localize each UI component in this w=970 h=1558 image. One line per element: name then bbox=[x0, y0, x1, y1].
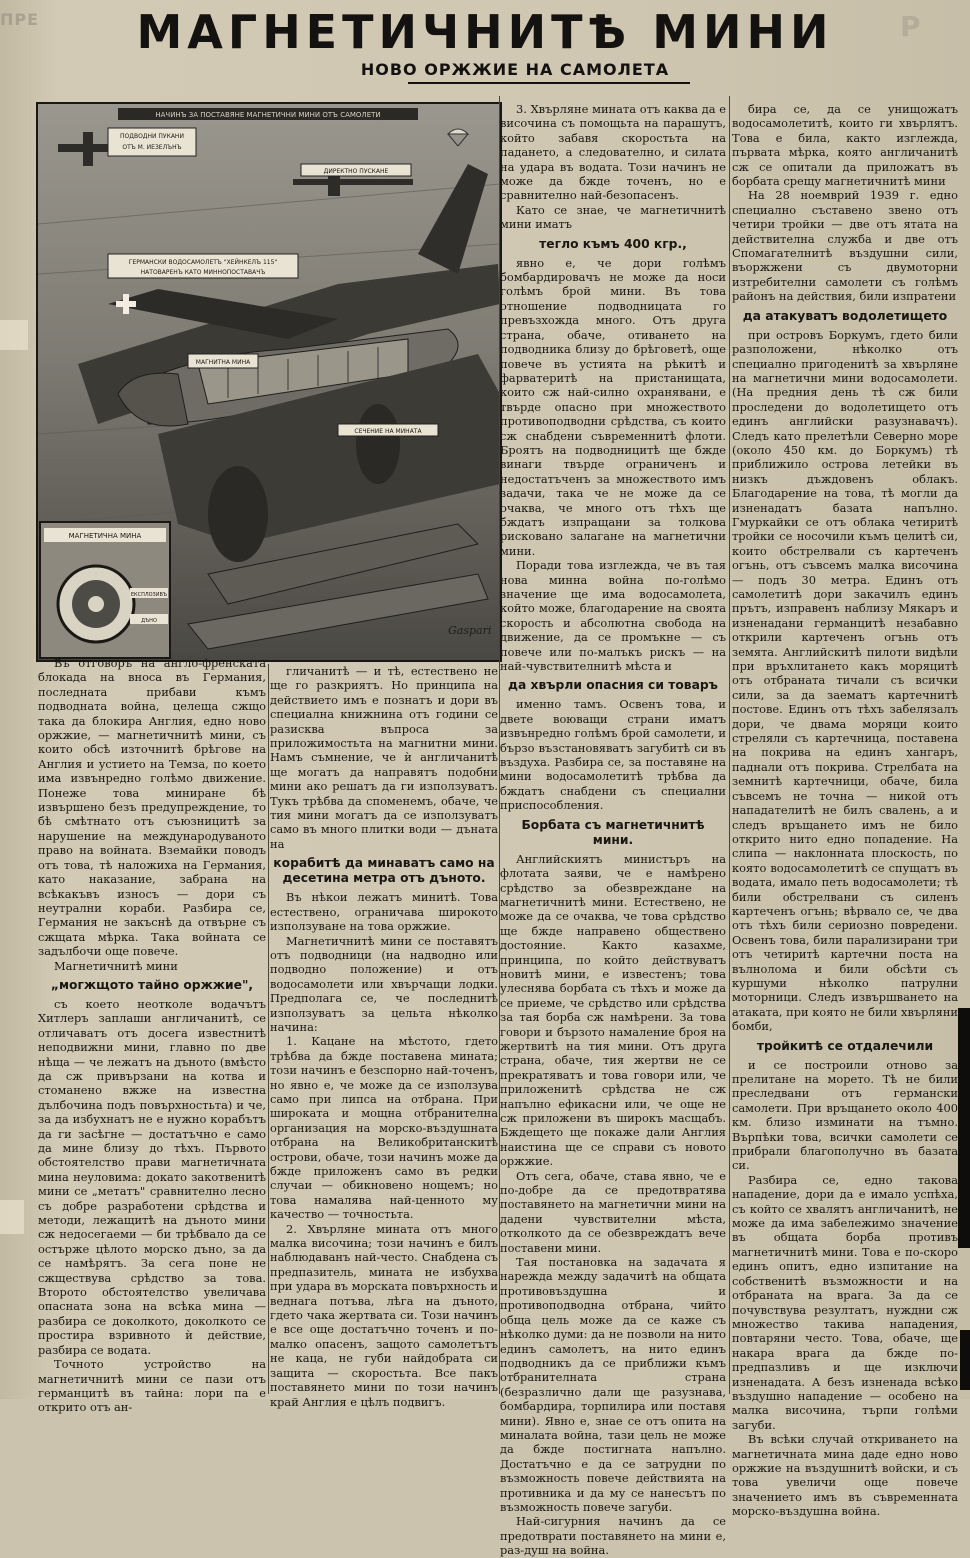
artist-signature: Gaspari bbox=[448, 624, 492, 637]
bleed-through-text-right: Р bbox=[900, 10, 921, 43]
label-direct-drop: ДИРЕКТНО ПУСКАНЕ bbox=[323, 168, 389, 175]
illustration-caption: НАЧИНЪ ЗА ПОСТАВЯНЕ МАГНЕТИЧНИ МИНИ ОТЪ САМОЛЕТИ bbox=[155, 111, 381, 119]
article-subheading: да атакуватъ водолетището bbox=[742, 308, 948, 323]
article-subheading: Борбата съ магнетичнитѣ мини. bbox=[521, 817, 705, 847]
article-paragraph: и се построили отново за прелитане на морето. Тѣ не били преследвани отъ германски самолети. При връщането около 400 км. близо изминати на тъмно. Върпѣки това, всички самолети се прибрали благополучно въ базата си. bbox=[732, 1057, 958, 1173]
article-subheading: „могжщото тайно оржжие", bbox=[50, 977, 254, 992]
article-paragraph: Тая постановка на задачата я нарежда между задачитѣ на общата противовъздушна и противоподводна отбрана, чийто обща цель може да се каже съ нѣколко думи: да не позволи на нито единъ самолетъ, на нито единъ подводникъ да се приближи къмъ отбранителната страна (безразлично дали ще разузнава, бомбардира, торпилира или поставя мини). Явно е, знае се отъ опита на миналата война, тази цель не може да бжде постигната напълно. Достатъчно е да се затрудни по възможность повече действията на противника и да му се нанесътъ по възможность повече загуби. bbox=[500, 1255, 726, 1514]
article-paragraph: Магнетичнитѣ мини bbox=[54, 958, 178, 973]
article-subheading: тегло къмъ 400 кгр., bbox=[539, 236, 687, 251]
paper-tape bbox=[0, 320, 28, 350]
article-paragraph: Английскиятъ министъръ на флотата заяви, че е намѣрено срѣдство за обезвреждане на магнетичнитѣ мини. Естествено, не може да се очаква, че това срѣдство ще бжде направено обществено достояние. Както казахме, принципа, по който действуватъ новитѣ мини, е известенъ; това улеснява борбата съ тѣхъ и може да се приеме, че срѣдство или срѣдства за тая борба сж намѣрени. За това говори и бързото намаление броя на жертвитѣ на тия мини. Отъ друга страна, обаче, тия жертви не се прекратяватъ и това говори или, че приложенитѣ срѣдства не сж напълно ефикасни или, че още не сж приложени въ широкъ масщабъ. Бждещето ще покаже дали Англия наистина ще се справи съ новото оржжие. bbox=[500, 851, 726, 1169]
article-paragraph: На 28 ноемврий 1939 г. едно специално съставено звено отъ четири тройки — две отъ ятата на действителна служба и две отъ Спомагателнитѣ въздушни сили, въоржжени съ двумоторни изтребителни самолети съ голѣмъ районъ на действия, били изпратени bbox=[732, 188, 958, 304]
svg-text:ЕКСПЛОЗИВЪ: ЕКСПЛОЗИВЪ bbox=[130, 592, 168, 598]
article-paragraph: Магнетичнитѣ мини се поставятъ отъ подводници (на надводно или подводно положение) и отъ водосамолети или хвърчащи лодки. Предполага се, че последнитѣ използуватъ за цельта нѣколко начина: bbox=[270, 933, 498, 1034]
article-paragraph: гличанитѣ — и тѣ, естествено не ще го разкриятъ. Но принципа на действието имъ е познатъ и дори въ специална книжнина отъ години се разисква въпроса за приложимостьта на магнитни мини. Намъ съмнение, че ѝ англичанитѣ ще могатъ да направятъ подобни мини ако решатъ да ги използуватъ. Тукъ трѣбва да споменемъ, обаче, че тия мини могатъ да се използуватъ само въ много плитки води — дъната на bbox=[270, 664, 498, 851]
article-paragraph: Отъ сега, обаче, става явно, че е по-добре да се предотвратява поставянето на магнетични мини на дадени чувствителни мѣста, отколкото да се обезвреждатъ вече поставени мини. bbox=[500, 1168, 726, 1255]
article-subheading: тройкитѣ се отдалечили bbox=[756, 1038, 934, 1053]
column-rule-3 bbox=[729, 96, 730, 1394]
bleed-through-text-left: ПРЕ bbox=[0, 10, 40, 29]
article-paragraph: Точното устройство на магнетичнитѣ мини се пази отъ германцитѣ въ тайна: лори па е открито отъ ан- bbox=[38, 1357, 266, 1415]
label-magnetic-mine: МАГНИТНА МИНА bbox=[195, 359, 251, 366]
label-heinkel-sub: НАТОВАРЕНЪ КАТО МИННОПОСТАВАЧЪ bbox=[140, 269, 266, 276]
column-rule-1 bbox=[268, 664, 269, 1394]
article-paragraph: 2. Хвърляне мината отъ много малка височина; този начинъ е билъ наблюдаванъ най-често. Снабдена съ предпазитель, мината не избухва при удара въ морската повърхность и веднага потъва, лѣга на дъното, гдето чака жертвата си. Този начинъ е все още достатъчно точенъ и по-малко опасенъ, защото самолетътъ не каца, не губи найдобрата си защита — скоростьта. Все пакъ поставянето мини по този начинъ край Англия е цѣлъ подвигъ. bbox=[270, 1221, 498, 1409]
article-paragraph: бира се, да се унищожатъ водосамолетитѣ, които ги хвърлятъ. Това е била, както изглежда, първата мѣрка, която англичанитѣ сж се опитали да приложатъ въ борбата срещу магнетичнитѣ мини bbox=[732, 102, 958, 189]
svg-text:ДЪНО: ДЪНО bbox=[141, 618, 157, 624]
label-submarine-drop-sub: ОТЪ М. ИЕЗЕЛЪНЪ bbox=[122, 144, 182, 151]
article-paragraph: Разбира се, едно такова нападение, дори да е имало успѣха, съ който се хвалятъ англичанитѣ, не може да има забележимо значение въ общата борба противъ магнетичнитѣ мини. Това е по-скоро единъ опитъ, едно изпитание на собственитѣ възможности и на отбраната на врага. За да се почувствува резултатъ, нуждни сж множество такива нападения, повтаряни често. Това, обаче, ще накара врага да бжде по-предпазливъ и ще изключи изненадата. А безъ изненада всѣко въздушно нападение — особено на малка височина, търпи голѣми загуби. bbox=[732, 1172, 958, 1432]
page-edge-mark bbox=[958, 1008, 970, 1248]
article-paragraph: Въ отговоръ на англо-френската блокада на вноса въ Германия, последната прибави къмъ подводната война, целеща сжщо така да блокира Англия, едно ново оржжие, — магнетичнитѣ мини, съ които обсѣ източнитѣ брѣгове на Англия и устието на Темза, по което има извънредно голѣмо движение. Понеже това миниране бѣ извършено безъ предупреждение, то бѣ смѣтнато отъ съюзницитѣ за нарушение на международуваното право на войната. Вземайки поводъ отъ това, тѣ наложиха на Германия, като наказание, забрана на всѣкакъвъ износъ — дори съ неутрални кораби. Разбира се, Германия не закъснѣ да отвърне съ сжщата мѣрка. Така войната се задълбочи още повече. bbox=[38, 656, 266, 959]
article-column-1 bbox=[38, 656, 266, 1415]
svg-text:МАГНЕТИЧНА МИНА: МАГНЕТИЧНА МИНА bbox=[68, 532, 142, 540]
article-column-3 bbox=[500, 102, 726, 1558]
seaplane-illustration bbox=[36, 102, 502, 662]
subheadline: НОВО ОРЖЖИЕ НА САМОЛЕТА bbox=[360, 60, 670, 79]
article-paragraph: Като се знае, че магнетичнитѣ мини иматъ bbox=[500, 202, 726, 232]
label-mine-section: СЕЧЕНИЕ НА МИНАТА bbox=[354, 428, 422, 435]
headline: МАГНЕТИЧНИТѢ МИНИ bbox=[136, 5, 834, 59]
article-column-2 bbox=[270, 664, 498, 1409]
label-heinkel: ГЕРМАНСКИ ВОДОСАМОЛЕТЪ "ХЕЙНКЕЛЪ 115" bbox=[128, 259, 278, 266]
paper-tape bbox=[0, 1200, 24, 1234]
article-paragraph: Поради това изглежда, че въ тая нова минна война по-голѣмо значение ще има водосамолета, който може, благодарение на своята скорость и абсолютна свобода на движение, да се промъкне — съ повече или по-малъкъ рискъ — на най-чувствителнитѣ мѣста и bbox=[500, 558, 726, 674]
subheadline-underline bbox=[408, 82, 690, 84]
article-subheading: корабитѣ да минаватъ само на десетина метра отъ дъното. bbox=[273, 856, 495, 886]
article-paragraph: Въ всѣки случай откриването на магнетичната мина даде едно ново оржжие на въздушнитѣ войски, и съ това увеличи още повече значението имъ въ съвременната морско-въздушна война. bbox=[732, 1432, 958, 1519]
article-subheading: да хвърли опасния си товаръ bbox=[508, 678, 718, 693]
mine-cross-section-inset bbox=[40, 522, 170, 658]
article-paragraph: при островъ Боркумъ, гдето били разположени, нѣколко отъ специално пригоденитѣ за хвърляне на магнетични мини водосамолети. (На предния день тѣ сж били проследени до водолетището отъ единъ английски разузнавачъ). Следъ като прелетѣли Северно море (около 450 км. до Боркумъ) тѣ приближило острова летейки въ низкъ дъждовенъ облакъ. Благодарение на това, тѣ могли да изненадатъ базата напълно. Гмуркайки се отъ облака четиритѣ тройки се носочили къмъ целитѣ си, които обстрелвали съ картеченъ огънь, отъ съвсемъ малка височина — подъ 30 метра. Единъ отъ самолетитѣ дори закачилъ единъ прътъ, изправенъ наблизу Мякаръ и изненадани германцитѣ незабавно открили картеченъ огънь отъ земята. Английскитѣ пилоти видѣли при връхлитането какъ моряцитѣ отъ отбраната тичали съ всички сили, за да заематъ картечнитѣ постове. Единъ отъ тѣхъ забелязалъ дори, че двама моряци които стреляли съ картечница, поставена на покрива на единъ хангаръ, паднали отъ покрива. Стрелбата на земнитѣ картечници, обаче, била съвсемъ не точна — никой отъ нападателитѣ не билъ свалень, а и следъ връщането имъ не било открито нито едно попадение. На слипа — наклонната плоскость, по която водосамолетитѣ се спущатъ въ водата, имало петь водосамолети; тѣ били обстрелвани съ силенъ картеченъ огънь; вѣрвало се, че два отъ тѣхъ били сериозно повредени. Освенъ това, били парализирани три отъ четиритѣ картечни поста на вълнолома и били обсѣти съ куршуми нѣколко патрулни моторници. Следъ извършването на атаката, при която не били хвърляни бомби, bbox=[732, 327, 958, 1034]
article-paragraph: именно тамъ. Освенъ това, и двете воюващи страни иматъ извънредно голѣмъ брой самолети, и бързо възстановяватъ загубитѣ си въ въздуха. Разбира се, за поставяне на мини водосамолетитѣ трѣбва да бждатъ снабдени съ специални приспособления. bbox=[500, 697, 726, 813]
page-edge-mark bbox=[960, 1330, 970, 1390]
article-paragraph: явно е, че дори голѣмъ бомбардировачъ не може да носи голѣмъ брой мини. Въ това отношение подводницата го превъзхожда много. Отъ друга страна, обаче, отиването на подводника близу до брѣговетѣ, още повече въ устията на рѣкитѣ и фарватеритѣ на пристанищата, които сж най-силно охранявани, е твърде опасно при множеството противоподводни срѣдства, съ които сж снабдени съвременнитѣ флоти. Броятъ на подводницитѣ ще бжде винаги твърде ограниченъ и недостатъченъ за множеството имъ задачи, така че не може да се очаква, че много отъ тѣхъ ще бждатъ изпращани за толкова рисковано залагане на магнетични мини. bbox=[500, 255, 726, 558]
label-submarine-drop: ПОДВОДНИ ПУКАНИ bbox=[120, 133, 184, 140]
article-paragraph: Въ нѣкои лежатъ минитѣ. Това естествено, ограничава широкото използуване на това оржжие. bbox=[270, 890, 498, 934]
article-paragraph: 3. Хвърляне минатa отъ каква да е височина съ помощьта на парашутъ, който забавя скоростьта на падането, а следователно, и силата на удара въ водата. Този начинъ не може да бжде точенъ, но е сравнително най-безопасенъ. bbox=[500, 102, 726, 203]
article-paragraph: 1. Кацане на мѣстото, гдето трѣбва да бжде поставена мината; този начинъ е безспорно най-точенъ, но явно е, че може да се използува само при липса на отбрана. При широката и мощна отбранителна организация на морско-въздушната отбрана на Великобританскитѣ острови, обаче, този начинъ може да бжде приложенъ само въ редки случаи — обикновено нощемъ; но това намалява най-ценното му качество — точностьта. bbox=[270, 1034, 498, 1222]
article-column-4 bbox=[732, 102, 958, 1519]
article-paragraph: Най-сигурния начинъ да се предотврати поставянето на мини е, раз-душ на война. bbox=[500, 1514, 726, 1558]
article-paragraph: съ което неотколе водачътъ Хитлеръ заплаши англичанитѣ, се отличаватъ отъ досега известнитѣ неподвижни мини, главно по две нѣща — че лежатъ на дъното (вмѣсто да сж привързани на котва и стоманено вжже на известна дълбочина подъ повърхностьта) и че, за да избухнатъ не е нужно корабътъ да ги засѣгне — достатъчно е само да мине близу до тѣхъ. Първото обстоятелство прави магнетичната мина неуловима: докато закотвенитѣ мини се „метатъ" сравнително лесно съ добре разработени срѣдства и методи, лежащитѣ на дъното мини сж недосегаеми — би трѣбвало да се остърже цѣлото морско дъно, за да се намѣрятъ. За сега поне не сжществува срѣдство за това. Второто обстоятелство увеличава опасната зона на всѣка мина — разбира се доколкото, доколкото се простира взривното ѝ действие, разбира се водата. bbox=[38, 996, 266, 1357]
